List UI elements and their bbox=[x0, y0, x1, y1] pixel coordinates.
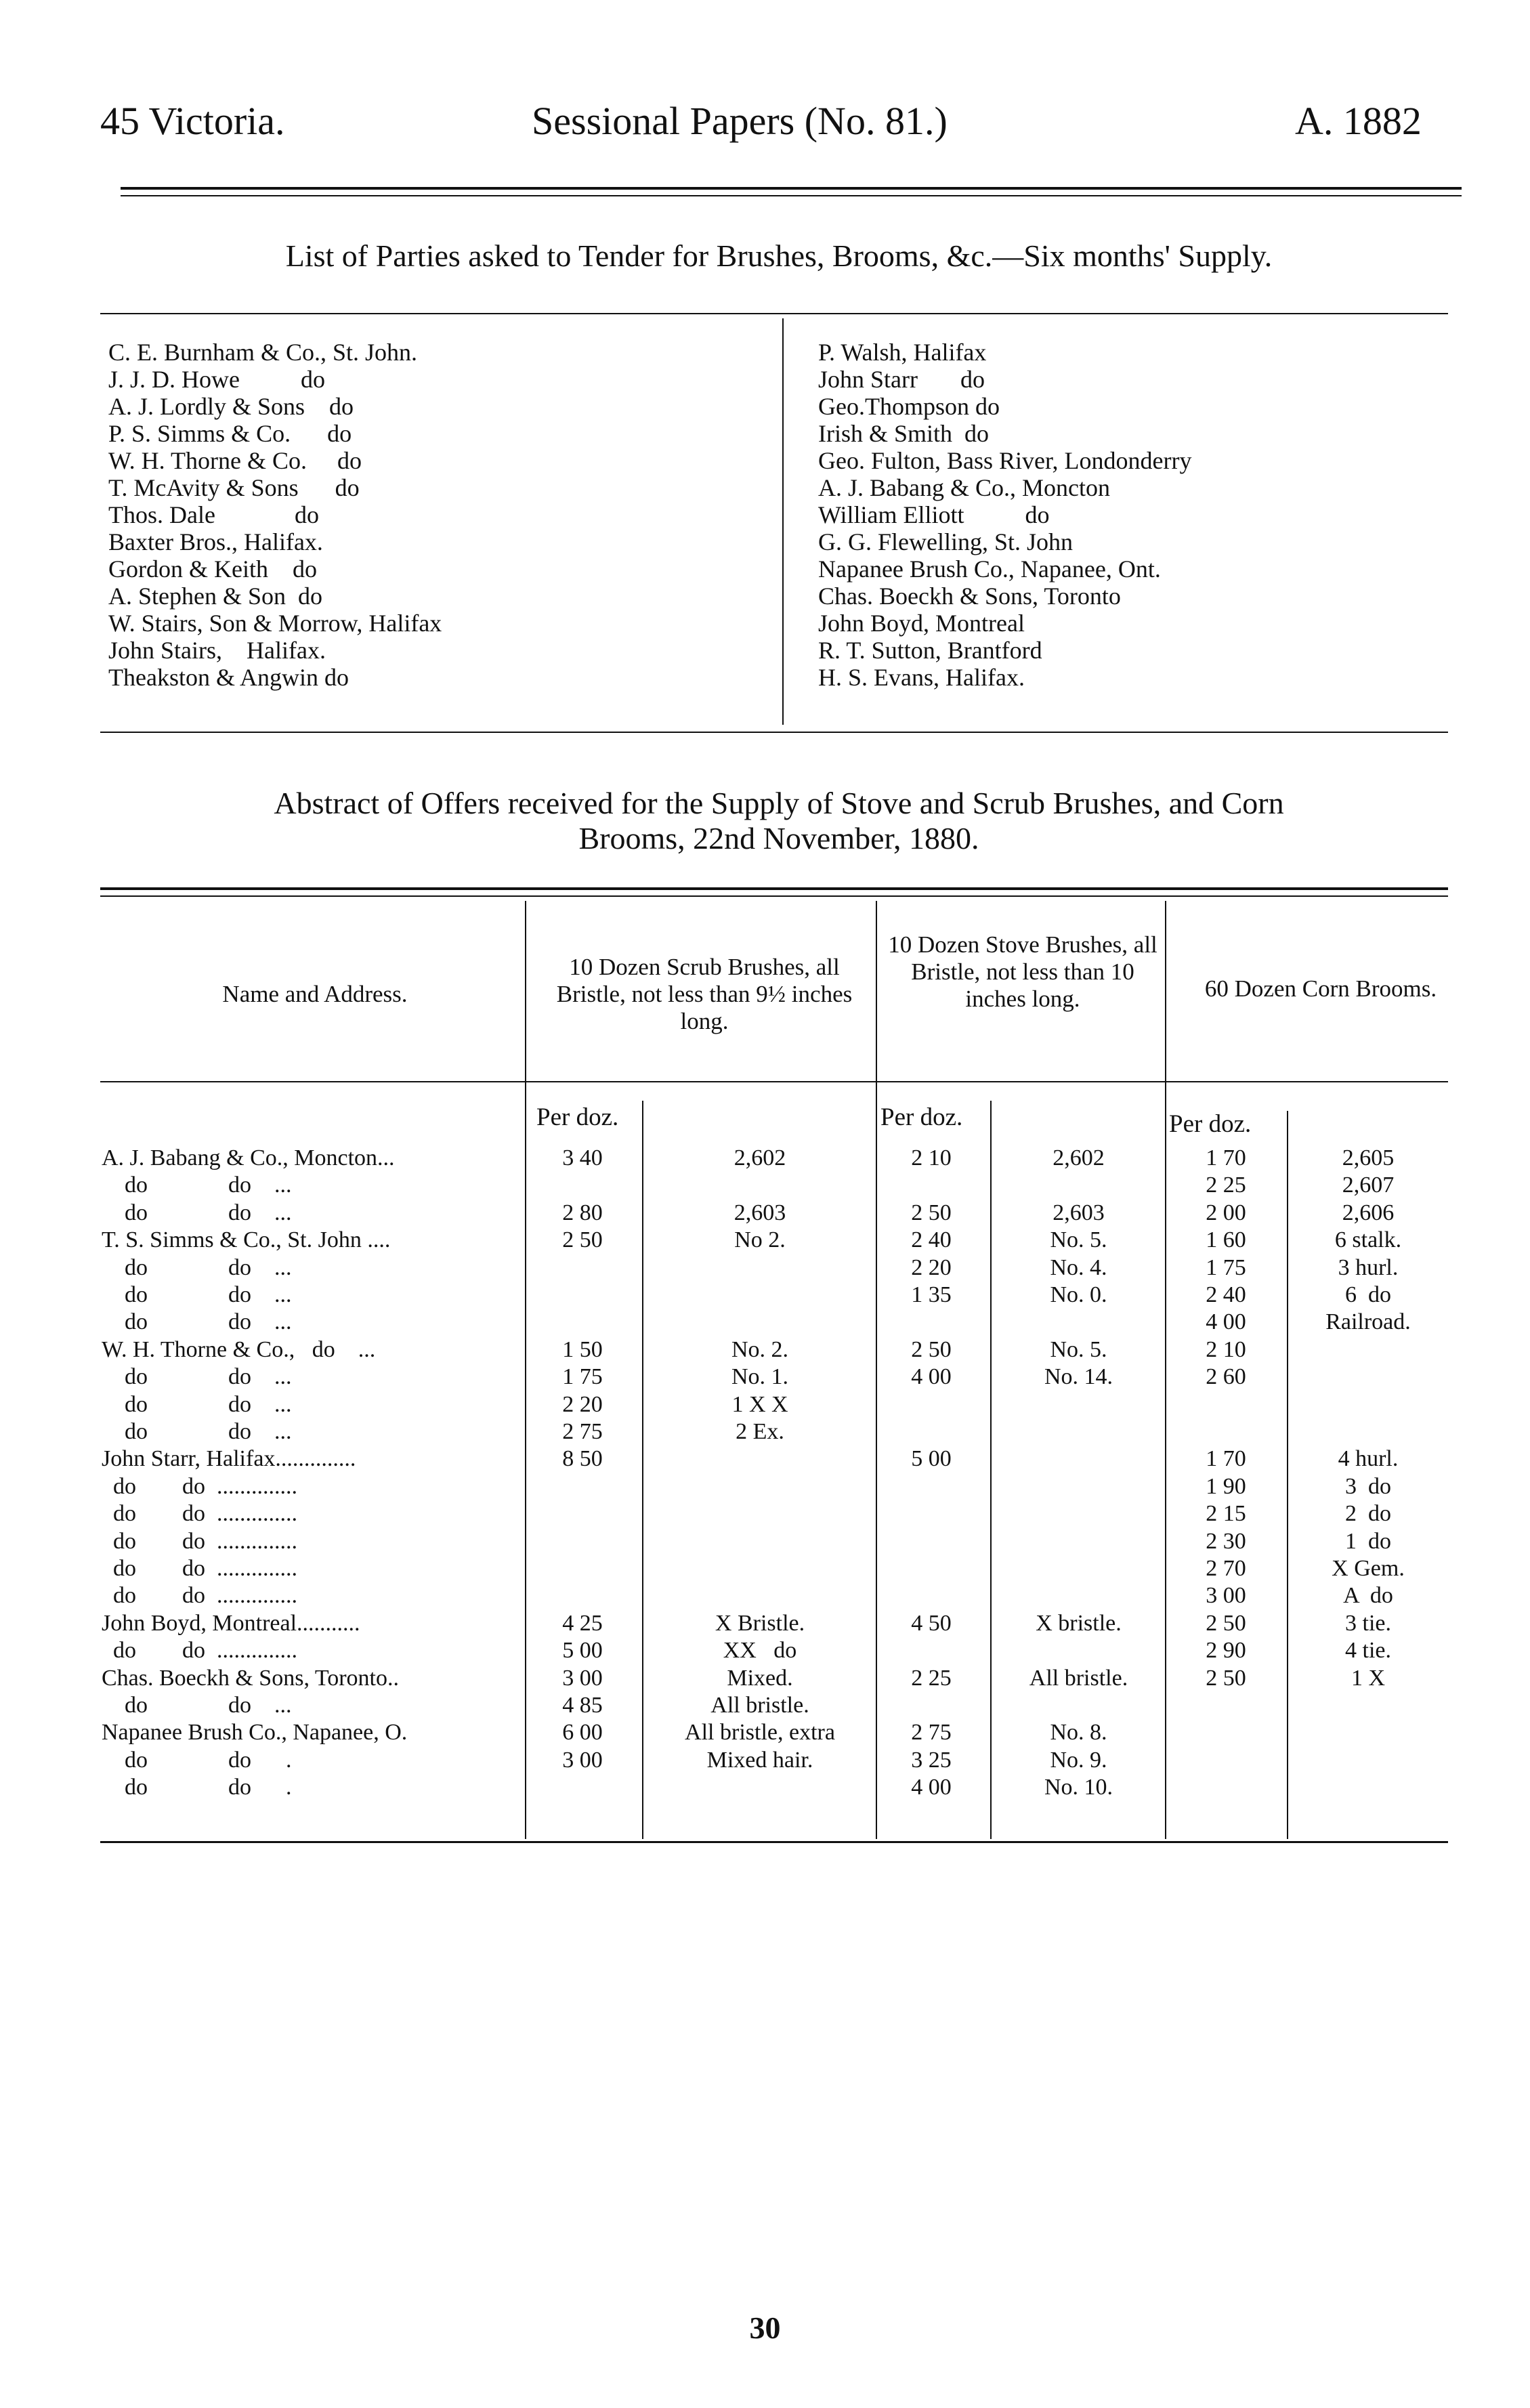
cell-scrub-price: 3 40 bbox=[562, 1145, 603, 1170]
header-rule-thick bbox=[121, 187, 1462, 190]
cell-stove-price: 4 00 bbox=[911, 1775, 952, 1800]
cell-name: do do ... bbox=[102, 1693, 292, 1718]
cell-name: do do .............. bbox=[102, 1528, 297, 1554]
col-corn-header: 60 Dozen Corn Brooms. bbox=[1204, 975, 1437, 1002]
parties-right-item: Napanee Brush Co., Napanee, Ont. bbox=[818, 555, 1161, 583]
parties-left-item: J. J. D. Howe do bbox=[108, 366, 325, 393]
cell-scrub-tender: Mixed. bbox=[727, 1665, 793, 1691]
cell-name: do do .............. bbox=[102, 1638, 297, 1664]
cell-name: Chas. Boeckh & Sons, Toronto.. bbox=[102, 1665, 399, 1691]
cell-corn-price: 2 50 bbox=[1206, 1610, 1246, 1636]
cell-name: do do .............. bbox=[102, 1501, 297, 1527]
cell-name: do do .............. bbox=[102, 1473, 297, 1499]
cell-stove-price: 2 50 bbox=[911, 1200, 952, 1225]
cell-scrub-price: 2 20 bbox=[562, 1391, 603, 1417]
parties-left-item: W. Stairs, Son & Morrow, Halifax bbox=[108, 610, 442, 637]
cell-corn-price: 4 00 bbox=[1206, 1309, 1246, 1335]
cell-stove-price: 2 50 bbox=[911, 1336, 952, 1362]
cell-stove-tender: 2,603 bbox=[1053, 1200, 1105, 1225]
cell-corn-tender: 2,606 bbox=[1342, 1200, 1395, 1225]
cell-stove-price: 2 10 bbox=[911, 1145, 952, 1170]
vline-stove-corn bbox=[1165, 901, 1166, 1839]
parties-left-item: Thos. Dale do bbox=[108, 501, 319, 528]
cell-scrub-price: 6 00 bbox=[562, 1720, 603, 1746]
cell-corn-tender: 2 do bbox=[1345, 1501, 1391, 1527]
vline-name-scrub bbox=[525, 901, 526, 1839]
cell-corn-price: 2 00 bbox=[1206, 1200, 1246, 1225]
cell-scrub-tender: 2,602 bbox=[734, 1145, 786, 1170]
cell-corn-price: 2 70 bbox=[1206, 1556, 1246, 1581]
parties-right-item: G. G. Flewelling, St. John bbox=[818, 528, 1074, 555]
cell-scrub-tender: 2,603 bbox=[734, 1200, 786, 1225]
cell-name: do do ... bbox=[102, 1173, 292, 1198]
parties-left-item: A. J. Lordly & Sons do bbox=[108, 393, 354, 420]
cell-stove-price: 4 00 bbox=[911, 1364, 952, 1390]
cell-name: John Starr, Halifax.............. bbox=[102, 1446, 356, 1472]
parties-right-item: Chas. Boeckh & Sons, Toronto bbox=[818, 583, 1121, 610]
cell-stove-tender: 2,602 bbox=[1053, 1145, 1105, 1170]
cell-name: Napanee Brush Co., Napanee, O. bbox=[102, 1720, 408, 1746]
cell-corn-tender: 3 do bbox=[1345, 1473, 1391, 1499]
list-top-rule bbox=[100, 313, 1448, 314]
cell-stove-tender: No. 10. bbox=[1044, 1775, 1113, 1800]
col-stove-header: 10 Dozen Stove Brushes, all Bristle, not less than 10 inches long. bbox=[888, 931, 1157, 1012]
cell-corn-tender: 6 stalk. bbox=[1334, 1227, 1402, 1253]
cell-scrub-tender: No. 1. bbox=[731, 1364, 789, 1390]
cell-corn-price: 3 00 bbox=[1206, 1583, 1246, 1609]
cell-corn-tender: 1 X bbox=[1351, 1665, 1386, 1691]
cell-stove-tender: X bristle. bbox=[1036, 1610, 1122, 1636]
parties-left-item: Baxter Bros., Halifax. bbox=[108, 528, 323, 555]
cell-scrub-tender: No. 2. bbox=[731, 1336, 789, 1362]
cell-stove-tender: No. 0. bbox=[1050, 1282, 1107, 1307]
cell-corn-price: 2 15 bbox=[1206, 1501, 1246, 1527]
cell-scrub-price: 3 00 bbox=[562, 1665, 603, 1691]
parties-right-item: A. J. Babang & Co., Moncton bbox=[818, 474, 1110, 501]
parties-left-item: T. McAvity & Sons do bbox=[108, 474, 360, 501]
cell-stove-tender: No. 5. bbox=[1050, 1336, 1107, 1362]
vline-stove-inner bbox=[990, 1101, 992, 1839]
cell-scrub-price: 1 75 bbox=[562, 1364, 603, 1390]
cell-stove-price: 3 25 bbox=[911, 1747, 952, 1773]
cell-corn-price: 1 90 bbox=[1206, 1473, 1246, 1499]
parties-right-item: H. S. Evans, Halifax. bbox=[818, 664, 1025, 691]
parties-left-item: Gordon & Keith do bbox=[108, 555, 317, 583]
cell-corn-price: 2 50 bbox=[1206, 1665, 1246, 1691]
cell-scrub-price: 3 00 bbox=[562, 1747, 603, 1773]
parties-left-item: P. S. Simms & Co. do bbox=[108, 420, 352, 447]
parties-right-item: William Elliott do bbox=[818, 501, 1050, 528]
parties-right-item: Geo.Thompson do bbox=[818, 393, 1000, 420]
cell-corn-price: 1 60 bbox=[1206, 1227, 1246, 1253]
per-doz-scrub: Per doz. bbox=[536, 1103, 619, 1131]
cell-corn-tender: 2,607 bbox=[1342, 1173, 1395, 1198]
cell-name: T. S. Simms & Co., St. John .... bbox=[102, 1227, 391, 1253]
parties-right-item: R. T. Sutton, Brantford bbox=[818, 637, 1042, 664]
cell-scrub-price: 2 75 bbox=[562, 1419, 603, 1444]
cell-corn-tender: 3 tie. bbox=[1345, 1610, 1391, 1636]
cell-corn-price: 1 70 bbox=[1206, 1145, 1246, 1170]
cell-stove-price: 1 35 bbox=[911, 1282, 952, 1307]
table-top-rule-thick bbox=[100, 887, 1448, 890]
cell-scrub-price: 4 85 bbox=[562, 1693, 603, 1718]
table-bottom-rule bbox=[100, 1841, 1448, 1843]
cell-corn-price: 2 25 bbox=[1206, 1173, 1246, 1198]
header-right: A. 1882 bbox=[1295, 99, 1422, 143]
cell-scrub-tender: All bristle, extra bbox=[685, 1720, 835, 1746]
parties-left-item: C. E. Burnham & Co., St. John. bbox=[108, 339, 418, 366]
cell-corn-price: 2 90 bbox=[1206, 1638, 1246, 1664]
cell-corn-price: 2 30 bbox=[1206, 1528, 1246, 1554]
abstract-caption-line2: Brooms, 22nd November, 1880. bbox=[578, 821, 979, 856]
abstract-caption bbox=[108, 786, 1449, 856]
cell-name: do do .............. bbox=[102, 1583, 297, 1609]
cell-scrub-price: 4 25 bbox=[562, 1610, 603, 1636]
cell-scrub-price: 2 80 bbox=[562, 1200, 603, 1225]
vline-scrub-stove bbox=[876, 901, 877, 1839]
cell-corn-price: 2 40 bbox=[1206, 1282, 1246, 1307]
cell-scrub-tender: Mixed hair. bbox=[706, 1747, 813, 1773]
cell-corn-price: 1 70 bbox=[1206, 1446, 1246, 1472]
parties-right-list bbox=[818, 339, 1192, 691]
cell-scrub-tender: No 2. bbox=[734, 1227, 786, 1253]
cell-name: A. J. Babang & Co., Moncton... bbox=[102, 1145, 395, 1170]
parties-left-item: Theakston & Angwin do bbox=[108, 664, 349, 691]
cell-corn-tender: 4 tie. bbox=[1345, 1638, 1391, 1664]
cell-name: do do ... bbox=[102, 1309, 292, 1335]
cell-stove-tender: No. 14. bbox=[1044, 1364, 1113, 1390]
parties-left-item: W. H. Thorne & Co. do bbox=[108, 447, 362, 474]
abstract-caption-line1: Abstract of Offers received for the Supply of Stove and Scrub Brushes, and Corn bbox=[274, 786, 1284, 820]
parties-left-item: John Stairs, Halifax. bbox=[108, 637, 326, 664]
cell-name: do do ... bbox=[102, 1364, 292, 1390]
cell-corn-price: 2 60 bbox=[1206, 1364, 1246, 1390]
per-doz-stove: Per doz. bbox=[880, 1103, 963, 1131]
vline-corn-inner bbox=[1287, 1111, 1288, 1839]
cell-corn-tender: 6 do bbox=[1345, 1282, 1391, 1307]
cell-scrub-tender: 2 Ex. bbox=[736, 1419, 784, 1444]
parties-right-item: P. Walsh, Halifax bbox=[818, 339, 987, 366]
cell-name: do do . bbox=[102, 1775, 292, 1800]
cell-corn-tender: X Gem. bbox=[1332, 1556, 1405, 1581]
cell-stove-tender: No. 4. bbox=[1050, 1254, 1107, 1280]
cell-stove-price: 5 00 bbox=[911, 1446, 952, 1472]
cell-stove-price: 4 50 bbox=[911, 1610, 952, 1636]
cell-name: do do .............. bbox=[102, 1556, 297, 1581]
cell-scrub-price: 5 00 bbox=[562, 1638, 603, 1664]
parties-right-item: John Starr do bbox=[818, 366, 985, 393]
cell-scrub-price: 1 50 bbox=[562, 1336, 603, 1362]
cell-name: do do ... bbox=[102, 1419, 292, 1444]
cell-corn-tender: 3 hurl. bbox=[1338, 1254, 1399, 1280]
parties-right-item: Irish & Smith do bbox=[818, 420, 990, 447]
cell-name: do do ... bbox=[102, 1282, 292, 1307]
list-caption: List of Parties asked to Tender for Brushes, Brooms, &c.—Six months' Supply. bbox=[285, 238, 1273, 273]
cell-stove-price: 2 20 bbox=[911, 1254, 952, 1280]
cell-name: do do ... bbox=[102, 1391, 292, 1417]
cell-stove-tender: All bristle. bbox=[1029, 1665, 1128, 1691]
parties-divider bbox=[782, 318, 784, 725]
cell-stove-tender: No. 8. bbox=[1050, 1720, 1107, 1746]
cell-scrub-tender: X Bristle. bbox=[715, 1610, 805, 1636]
cell-corn-tender: 1 do bbox=[1345, 1528, 1391, 1554]
table-header-rule bbox=[100, 1081, 1448, 1082]
per-doz-corn: Per doz. bbox=[1169, 1110, 1252, 1138]
col-scrub-header: 10 Dozen Scrub Brushes, all Bristle, not less than 9½ inches long. bbox=[556, 954, 853, 1034]
cell-stove-price: 2 75 bbox=[911, 1720, 952, 1746]
parties-left-item: A. Stephen & Son do bbox=[108, 583, 323, 610]
cell-stove-price: 2 25 bbox=[911, 1665, 952, 1691]
parties-left-list bbox=[108, 339, 442, 691]
vline-scrub-inner bbox=[642, 1101, 643, 1839]
list-bottom-rule bbox=[100, 732, 1448, 733]
cell-corn-tender: 2,605 bbox=[1342, 1145, 1395, 1170]
cell-scrub-tender: XX do bbox=[723, 1638, 797, 1664]
parties-right-item: Geo. Fulton, Bass River, Londonderry bbox=[818, 447, 1192, 474]
cell-name: do do . bbox=[102, 1747, 292, 1773]
cell-corn-price: 2 10 bbox=[1206, 1336, 1246, 1362]
cell-scrub-price: 2 50 bbox=[562, 1227, 603, 1253]
cell-scrub-price: 8 50 bbox=[562, 1446, 603, 1472]
cell-name: W. H. Thorne & Co., do ... bbox=[102, 1336, 376, 1362]
cell-corn-tender: 4 hurl. bbox=[1338, 1446, 1399, 1472]
header-center: Sessional Papers (No. 81.) bbox=[532, 99, 948, 143]
cell-stove-price: 2 40 bbox=[911, 1227, 952, 1253]
cell-corn-tender: A do bbox=[1343, 1583, 1393, 1609]
cell-stove-tender: No. 5. bbox=[1050, 1227, 1107, 1253]
header-rule-thin bbox=[121, 195, 1462, 196]
table-top-rule-thin bbox=[100, 895, 1448, 897]
cell-scrub-tender: 1 X X bbox=[731, 1391, 788, 1417]
col-name-header: Name and Address. bbox=[222, 981, 408, 1007]
page-number: 30 bbox=[749, 2310, 781, 2345]
cell-corn-tender: Railroad. bbox=[1325, 1309, 1411, 1335]
header-left: 45 Victoria. bbox=[100, 99, 285, 143]
cell-corn-price: 1 75 bbox=[1206, 1254, 1246, 1280]
cell-name: do do ... bbox=[102, 1200, 292, 1225]
cell-name: do do ... bbox=[102, 1254, 292, 1280]
cell-stove-tender: No. 9. bbox=[1050, 1747, 1107, 1773]
cell-scrub-tender: All bristle. bbox=[710, 1693, 809, 1718]
cell-name: John Boyd, Montreal........... bbox=[102, 1610, 360, 1636]
parties-right-item: John Boyd, Montreal bbox=[818, 610, 1025, 637]
